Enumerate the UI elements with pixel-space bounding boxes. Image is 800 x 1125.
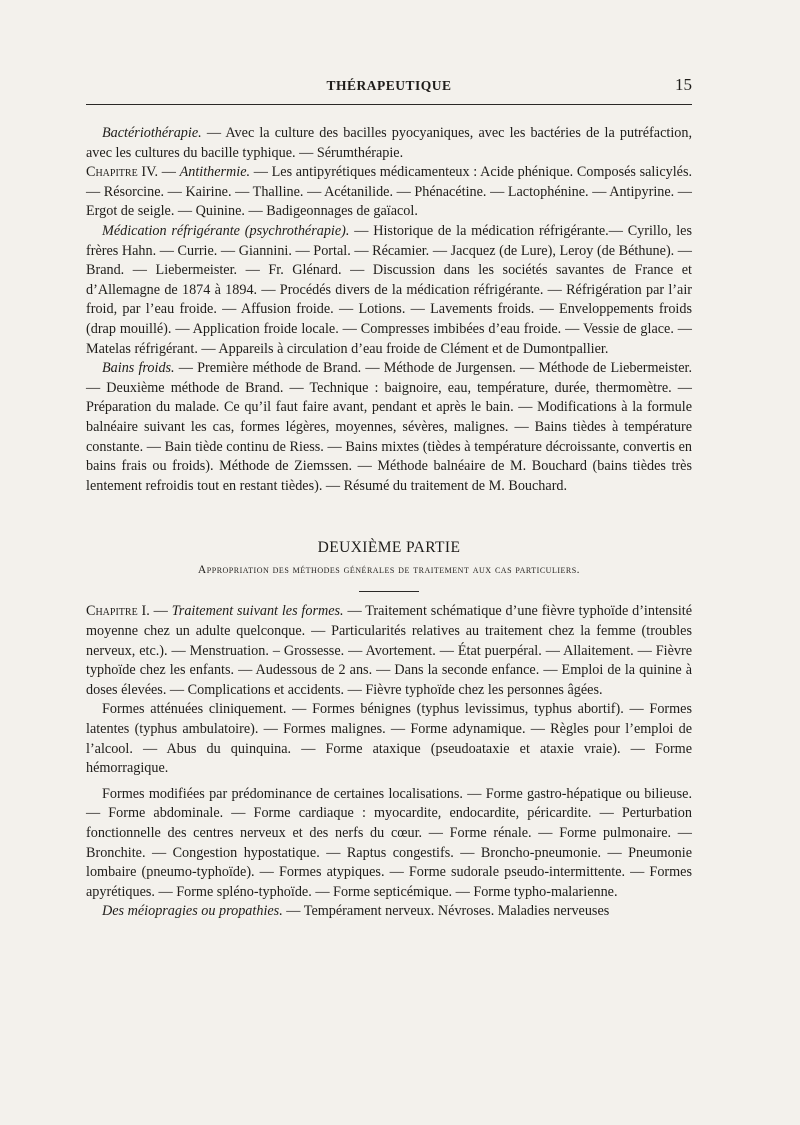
paragraph-lead: Bains froids. [102, 360, 175, 377]
paragraph-formes-modifiees [86, 785, 692, 903]
paragraph-text: — Historique de la médication réfrigérante.— Cyrillo, les frères Hahn. — Currie. — Giannini. — Portal. — Récamier. — Jacquez (de Lure), Leroy (de Béthune). — Brand. — Liebermeister. — Fr. Glénard. — Discussion dans les sociétés savantes de France et d’Allemagne de 1874 à 1894. — Procédés divers de la médication réfrigérante. — Réfrigération par l’air froid, par l’eau froide. — Affusion froide. — Lotions. — Lavements froids. — Enveloppements froids (drap mouillé). — Application froide locale. — Compresses imbibées d’eau froide. — Vessie de glace. — Matelas réfrigérant. — Appareils à circulation d’eau froide de Clément et de Dumontpallier. [86, 222, 692, 357]
page-header [86, 70, 692, 105]
paragraph-text: — Avec la culture des bacilles pyocyaniques, avec les bactéries de la putréfaction, avec les cultures du bacille typhique. — Sérumthérapie. [86, 125, 692, 161]
chapter-label: Chapitre I. [86, 603, 150, 620]
paragraph-lead: Médication réfrigérante (psychrothérapie). [102, 222, 350, 239]
paragraph-bacteriotherapie [86, 124, 692, 163]
paragraph-bains-froids [86, 359, 692, 496]
running-title: THÉRAPEUTIQUE [326, 78, 452, 93]
paragraph-text: Formes atténuées cliniquement. — Formes bénignes (typhus levissimus, typhus abortif). — Formes latentes (typhus ambulatoire). — Formes malignes. — Forme adynamique. — Règles pour l’emploi de l’alcool. — Abus du quinquina. — Forme ataxique (pseudoataxie et ataxie vraie). — Forme hémorragique. [86, 701, 692, 777]
part-subtitle: Appropriation des méthodes générales de traitement aux cas particuliers. [197, 562, 581, 576]
paragraph-text: — Les antipyrétiques médicamenteux : Acide phénique. Composés salicylés. — Résorcine. — Kairine. — Thalline. — Acétanilide. — Phénacétine. — Lactophénine. — Antipyrine. — Ergot de seigle. — Quinine. — Badigeonnages de gaïacol. [86, 164, 693, 220]
paragraph-formes-attenuees [86, 700, 692, 778]
part-title: DEUXIÈME PARTIE [317, 539, 461, 557]
paragraph-text: Formes modifiées par prédominance de certaines localisations. — Forme gastro-hépatique ou bilieuse. — Forme abdominale. — Forme cardiaque : myocardite, endocardite, péricardite. — Perturbation fonctionnelle des centres nerveux et des nerfs du cœur. — Forme rénale. — Forme pulmonaire. — Bronchite. — Congestion hypostatique. — Raptus congestifs. — Broncho-pneumonie. — Pneumonie lombaire (pneumo-typhoïde). — Formes atypiques. — Forme sudorale pseudo-intermittente. — Formes apyrétiques. — Forme spléno-typhoïde. — Forme septicémique. — Forme typho-malarienne. [86, 785, 692, 900]
paragraph-lead: Antithermie. [179, 164, 251, 181]
paragraph-lead: Des méiopragies ou propathies. [102, 903, 283, 920]
paragraph-text: — Traitement schématique d’une fièvre typhoïde d’intensité moyenne chez un adulte quelconque. — Particularités relatives au traitement chez la femme (troubles nerveux, etc.). — Menstruation. – Grossesse. — Avortement. — État puerpéral. — Allaitement. — Fièvre typhoïde chez les enfants. — Audessous de 2 ans. — Dans la seconde enfance. — Emploi de la quinine à doses élevées. — Complications et accidents. — Fièvre typhoïde chez les personnes âgées. [86, 603, 692, 698]
paragraph-chapitre-iv: Chapitre IV. — Antithermie. — Les antipyrétiques médicamenteux : Acide phénique. Composés salicylés. — Résorcine. — Kairine. — Thalline. — Acétanilide. — Phénacétine. — Lactophénine. — Antipyrine. — Ergot de seigle. — Quinine. — Badigeonnages de gaïacol. [86, 164, 693, 220]
page-body [86, 124, 692, 922]
paragraph-meiopragies [86, 902, 692, 922]
chapter-label: Chapitre IV. [86, 164, 159, 181]
paragraph-medication-refrigerante [86, 222, 692, 359]
paragraph-lead: Traitement suivant les formes. [171, 603, 344, 620]
part-divider [359, 591, 419, 592]
page-number: 15 [675, 75, 692, 94]
paragraph-text: — Tempérament nerveux. Névroses. Maladies nerveuses [282, 903, 610, 920]
paragraph-chapitre-i: Chapitre I. — Traitement suivant les formes. — Traitement schématique d’une fièvre typhoïde d’intensité moyenne chez un adulte quelconque. — Particularités relatives au traitement chez la femme (troubles nerveux, etc.). — Menstruation. – Grossesse. — Avortement. — État puerpéral. — Allaitement. — Fièvre typhoïde chez les enfants. — Audessous de 2 ans. — Dans la seconde enfance. — Emploi de la quinine à doses élevées. — Complications et accidents. — Fièvre typhoïde chez les personnes âgées. [86, 603, 692, 698]
paragraph-lead: Bactériothérapie. [102, 125, 202, 141]
paragraph-text: — Première méthode de Brand. — Méthode de Jurgensen. — Méthode de Liebermeister. — Deuxième méthode de Brand. — Technique : baignoire, eau, température, durée, thermomètre. — Préparation du malade. Ce qu’il faut faire avant, pendant et après le bain. — Modifications à la formule balnéaire suivant les cas, formes légères, moyennes, sévères, malignes. — Bains tièdes à température constante. — Bain tiède continu de Riess. — Bains mixtes (tièdes à température décroissante, convertis en bains frais ou froids). Méthode de Ziemssen. — Méthode balnéaire de M. Bouchard (bains tièdes très lentement refroidis tout en restant tièdes). — Résumé du traitement de M. Bouchard. [86, 360, 693, 494]
